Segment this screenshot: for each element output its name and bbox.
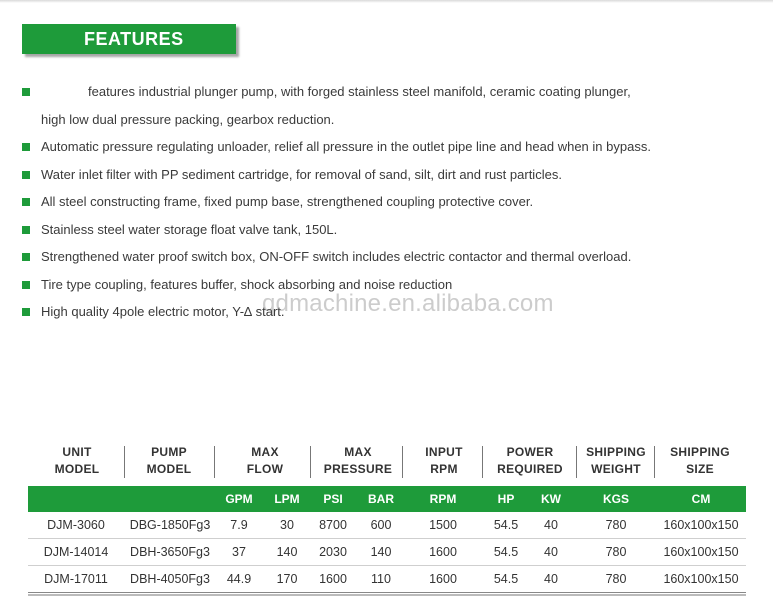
column-divider [310,446,311,478]
feature-item [20,216,760,244]
cell-psi: 2030 [319,545,347,559]
bullet-square-icon [22,198,30,206]
bottom-divider [28,594,746,596]
header-input-rpm: INPUT RPM [425,445,463,476]
header-max-pressure: MAX PRESSURE [323,445,393,476]
bullet-square-icon [22,281,30,289]
cell-rpm: 1600 [429,572,457,586]
cell-pump-model: DBG-1850Fg3 [129,518,211,532]
feature-text: Strengthened water proof switch box, ON-OFF switch includes electric contactor and thermal overload. [41,249,632,264]
cell-cm: 160x100x150 [663,545,739,559]
cell-gpm: 7.9 [230,518,248,532]
column-divider [402,446,403,478]
cell-lpm: 30 [280,518,294,532]
cell-kw: 40 [544,518,558,532]
column-divider [124,446,125,478]
bullet-square-icon [22,143,30,151]
cell-kgs: 780 [605,572,627,586]
cell-cm: 160x100x150 [663,572,739,586]
cell-kw: 40 [544,572,558,586]
table-body [28,512,746,593]
cell-kgs: 780 [605,545,627,559]
unit-label: KW [541,492,561,506]
cell-rpm: 1500 [429,518,457,532]
feature-item [20,188,760,216]
bullet-square-icon [22,88,30,96]
cell-hp: 54.5 [493,518,519,532]
feature-text: features industrial plunger pump, with forged stainless steel manifold, ceramic coating plunger, [88,84,631,99]
unit-label: PSI [323,492,343,506]
feature-item [20,161,760,189]
unit-label: HP [497,492,515,506]
header-shipping-size: SHIPPING SIZE [670,445,730,476]
features-title: FEATURES [84,29,184,49]
features-banner [22,24,236,54]
cell-rpm: 1600 [429,545,457,559]
cell-bar: 140 [370,545,392,559]
feature-text: Tire type coupling, features buffer, shock absorbing and noise reduction [41,276,453,292]
cell-unit-model: DJM-17011 [44,572,108,586]
cell-gpm: 37 [232,545,246,559]
feature-text: high low dual pressure packing, gearbox reduction. [41,111,335,127]
table-row [28,512,746,539]
unit-label: LPM [274,492,300,506]
feature-text: Automatic pressure regulating unloader, relief all pressure in the outlet pipe line and head when in bypass. [41,139,651,154]
unit-label: BAR [368,492,394,506]
cell-hp: 54.5 [493,545,519,559]
feature-list [20,78,760,326]
column-divider [654,446,655,478]
header-shipping-weight: SHIPPING WEIGHT [586,445,646,476]
feature-item [20,78,760,106]
feature-text: All steel constructing frame, fixed pump base, strengthened coupling protective cover. [41,194,534,209]
cell-unit-model: DJM-14014 [43,545,109,559]
cell-kw: 40 [544,545,558,559]
table-row [28,539,746,566]
header-power-required: POWER REQUIRED [497,445,563,476]
header-max-flow: MAX FLOW [246,445,284,476]
header-pump-model: PUMP MODEL [146,445,192,476]
unit-label: CM [691,492,711,506]
feature-item-continuation [20,106,760,134]
column-divider [576,446,577,478]
table-header [28,438,746,486]
cell-kgs: 780 [605,518,627,532]
cell-psi: 8700 [319,518,347,532]
cell-unit-model: DJM-3060 [47,518,105,532]
bullet-square-icon [22,253,30,261]
bullet-square-icon [22,308,30,316]
feature-text: Stainless steel water storage float valve tank, 150L. [41,221,338,237]
cell-psi: 1600 [319,572,347,586]
cell-lpm: 170 [276,572,298,586]
unit-label: KGS [602,492,629,506]
cell-gpm: 44.9 [226,572,252,586]
feature-text: High quality 4pole electric motor, Y-∆ start. [41,304,285,319]
units-bar [28,486,746,512]
cell-bar: 110 [371,572,391,586]
cell-lpm: 140 [276,545,298,559]
feature-text: Water inlet filter with PP sediment cartridge, for removal of sand, silt, dirt and rust particles. [41,166,562,182]
feature-item [20,243,760,271]
bullet-square-icon [22,171,30,179]
unit-label: RPM [429,492,457,506]
feature-item [20,133,760,161]
cell-pump-model: DBH-3650Fg3 [130,545,210,559]
top-divider [0,0,773,3]
cell-bar: 600 [370,518,392,532]
cell-pump-model: DBH-4050Fg3 [130,572,210,586]
spec-table [28,438,746,593]
cell-hp: 54.5 [493,572,519,586]
bullet-square-icon [22,226,30,234]
unit-label: GPM [225,492,253,506]
header-unit-model: UNIT MODEL [54,445,100,476]
cell-cm: 160x100x150 [663,518,739,532]
watermark: qdmachine.en.alibaba.com [262,290,554,317]
column-divider [214,446,215,478]
table-row [28,566,746,593]
column-divider [482,446,483,478]
